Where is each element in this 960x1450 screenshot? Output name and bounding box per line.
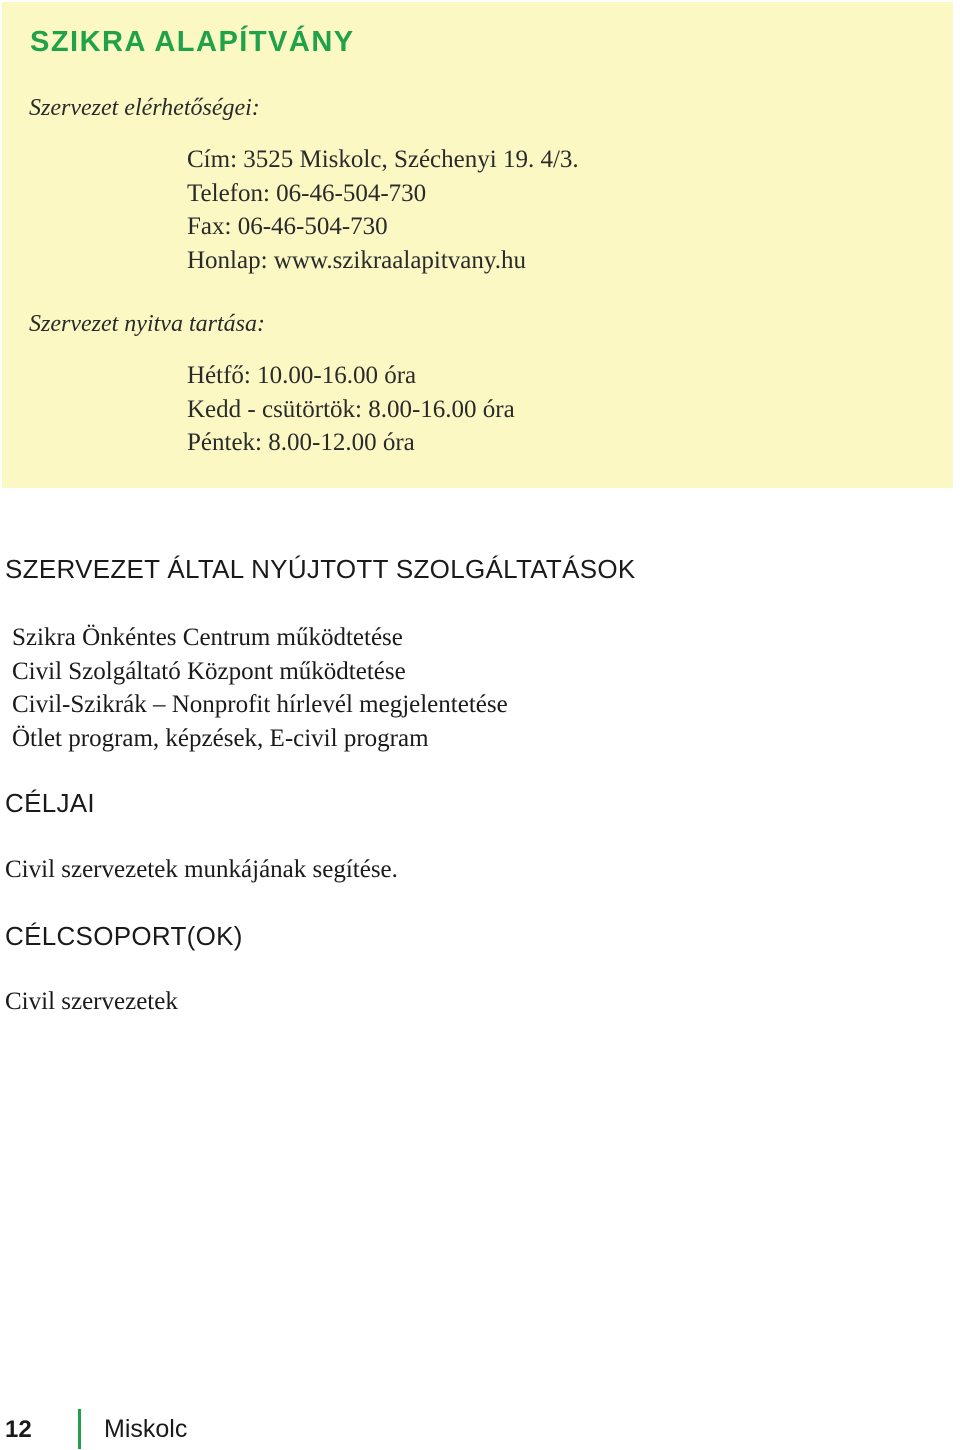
footer-city: Miskolc	[104, 1415, 188, 1443]
hours-tuesday-thursday: Kedd - csütörtök: 8.00-16.00 óra	[187, 395, 515, 423]
service-item: Civil Szolgáltató Központ működtetése	[12, 657, 406, 685]
hours-friday: Péntek: 8.00-12.00 óra	[187, 429, 415, 456]
services-heading: SZERVEZET ÁLTAL NYÚJTOTT SZOLGÁLTATÁSOK	[5, 554, 636, 584]
opening-hours	[187, 359, 515, 460]
fax-line: Fax: 06-46-504-730	[187, 213, 388, 240]
website-line: Honlap: www.szikraalapitvany.hu	[187, 246, 527, 274]
organization-title: SZIKRA ALAPÍTVÁNY	[30, 26, 355, 58]
service-item: Szikra Önkéntes Centrum működtetése	[12, 624, 403, 651]
page-footer	[0, 1405, 960, 1450]
page-number: 12	[5, 1416, 32, 1443]
goals-text: Civil szervezetek munkájának segítése.	[5, 856, 398, 883]
goals-heading: CÉLJAI	[5, 788, 95, 818]
service-item: Ötlet program, képzések, E-civil program	[12, 724, 429, 752]
opening-hours-label: Szervezet nyitva tartása:	[29, 311, 265, 337]
contact-details	[187, 143, 579, 277]
address-line: Cím: 3525 Miskolc, Széchenyi 19. 4/3.	[187, 146, 579, 173]
services-list	[12, 621, 508, 755]
service-item: Civil-Szikrák – Nonprofit hírlevél megjelentetése	[12, 691, 508, 718]
target-groups-heading: CÉLCSOPORT(OK)	[5, 921, 243, 951]
target-groups-text: Civil szervezetek	[5, 988, 178, 1015]
phone-line: Telefon: 06-46-504-730	[187, 179, 427, 207]
hours-monday: Hétfő: 10.00-16.00 óra	[187, 362, 417, 389]
contacts-label: Szervezet elérhetőségei:	[29, 95, 260, 121]
footer-divider	[78, 1409, 81, 1449]
